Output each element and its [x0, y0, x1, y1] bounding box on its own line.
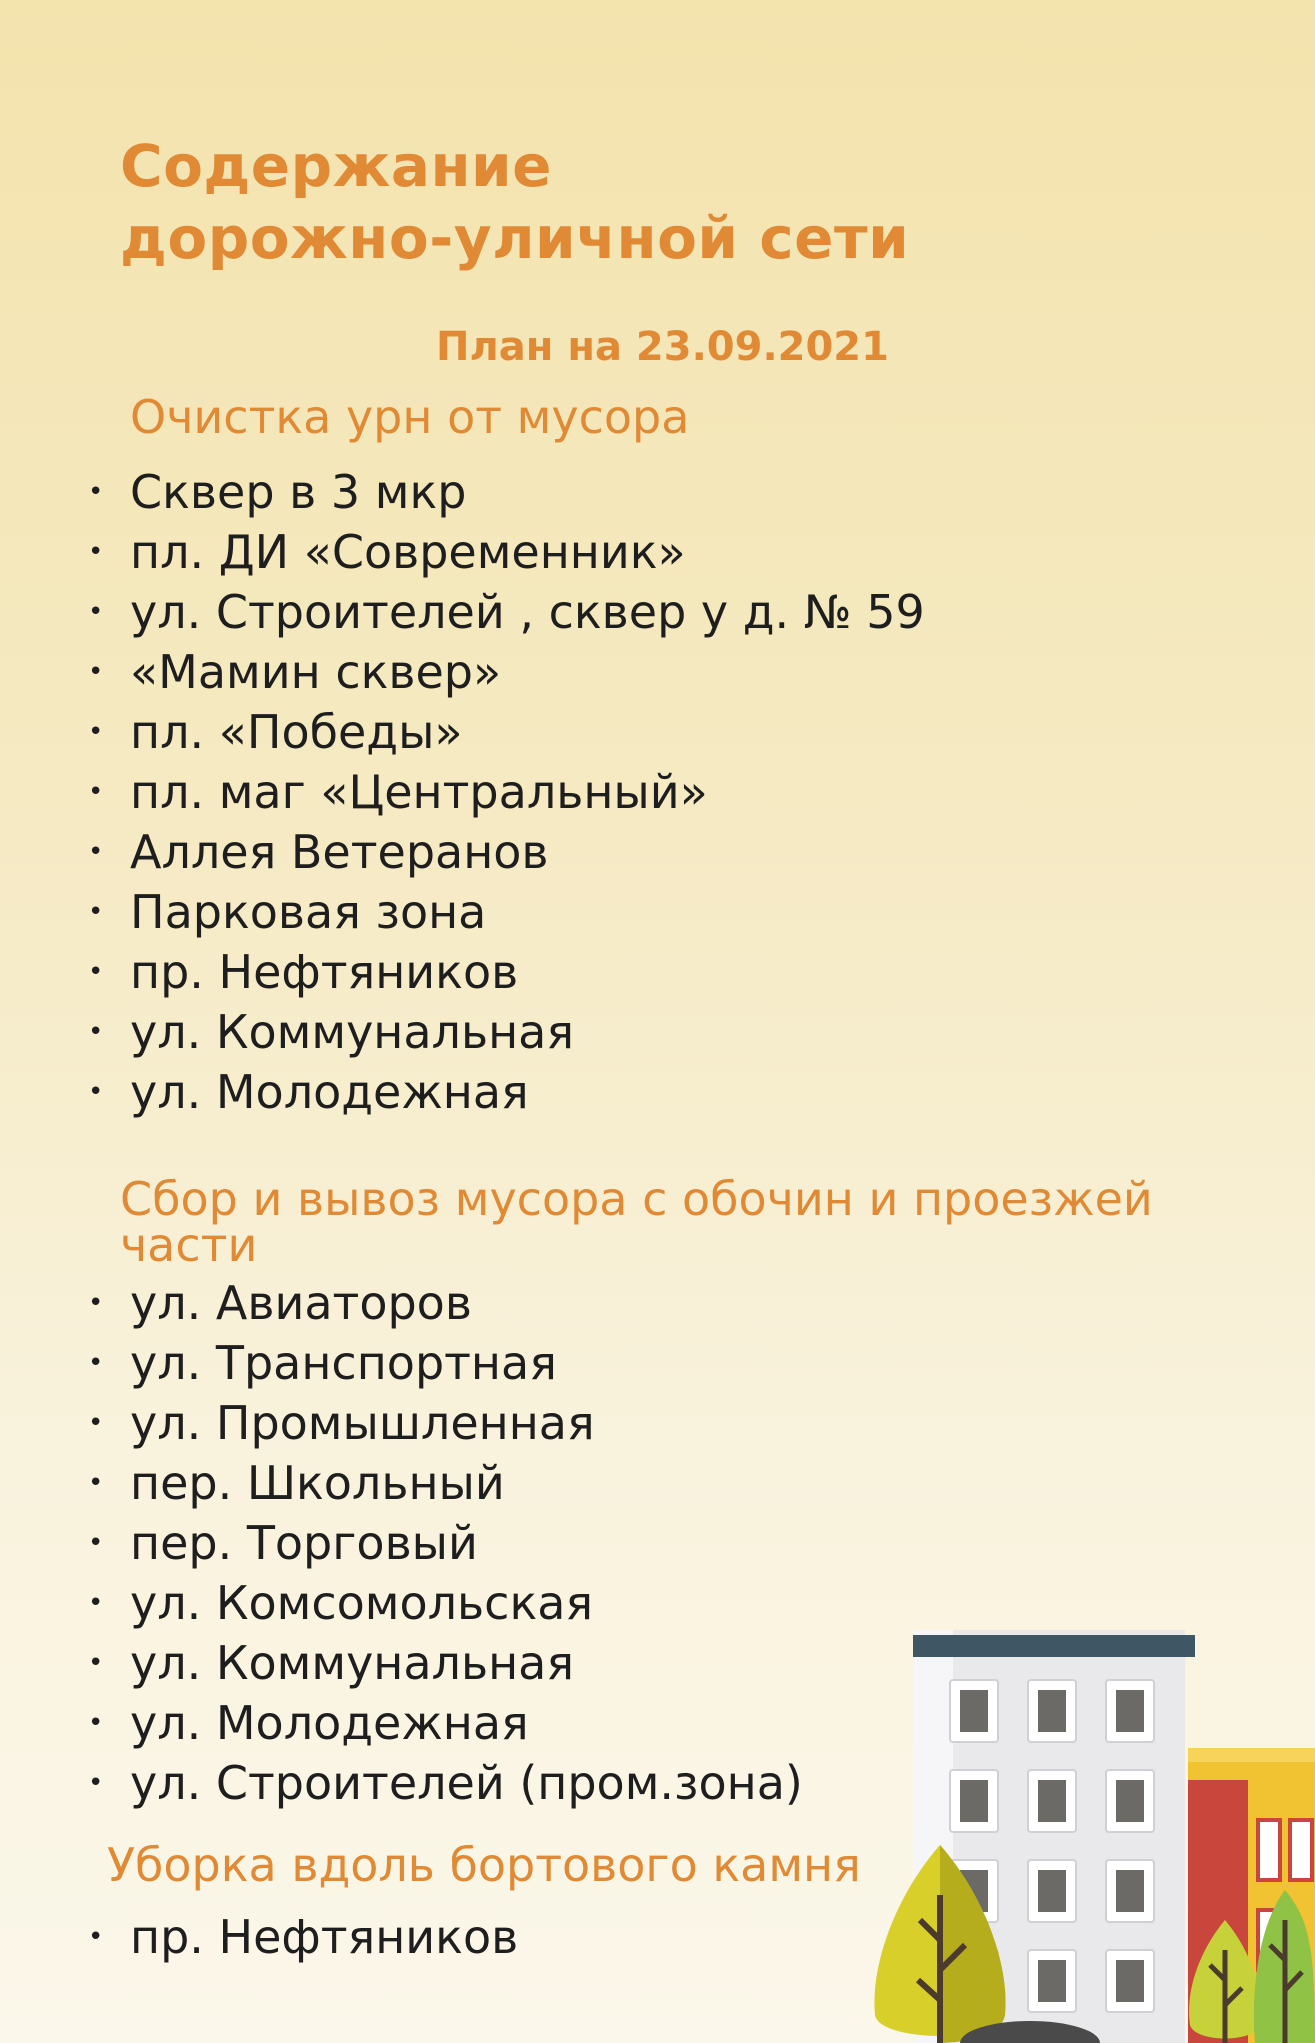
list-item: • «Мамин сквер»: [82, 642, 925, 702]
list-item: • пер. Торговый: [82, 1513, 803, 1573]
list-item: • Сквер в 3 мкр: [82, 462, 925, 522]
bullet-icon: •: [88, 1348, 104, 1378]
bullet-icon: •: [88, 1768, 104, 1798]
section-heading-roadside: [120, 1172, 1153, 1272]
list-item: • Парковая зона: [82, 882, 925, 942]
list-item: • пл. ДИ «Современник»: [82, 522, 925, 582]
list-roadside: [82, 1273, 803, 1813]
list-item: • ул. Молодежная: [82, 1062, 925, 1122]
list-item: • пер. Школьный: [82, 1453, 803, 1513]
bullet-icon: •: [88, 657, 104, 687]
list-item: • ул. Строителей (пром.зона): [82, 1753, 803, 1813]
building-illustration: [870, 1620, 1315, 2043]
bullet-icon: •: [88, 1077, 104, 1107]
bullet-icon: •: [88, 477, 104, 507]
list-item: • ул. Комсомольская: [82, 1573, 803, 1633]
bullet-icon: •: [88, 1288, 104, 1318]
bullet-icon: •: [88, 1468, 104, 1498]
page-title: [120, 130, 909, 274]
list-item: • ул. Коммунальная: [82, 1002, 925, 1062]
section-heading-curb: Уборка вдоль бортового камня: [107, 1838, 861, 1892]
list-item: • пл. «Победы»: [82, 702, 925, 762]
list-item: • пр. Нефтяников: [82, 1907, 518, 1967]
bullet-icon: •: [88, 717, 104, 747]
bullet-icon: •: [88, 537, 104, 567]
bullet-icon: •: [88, 1648, 104, 1678]
list-item: • ул. Строителей , сквер у д. № 59: [82, 582, 925, 642]
bullet-icon: •: [88, 777, 104, 807]
list-bins: [82, 462, 925, 1122]
bullet-icon: •: [88, 597, 104, 627]
section-heading-line-1: Сбор и вывоз мусора с обочин и проезжей: [120, 1172, 1153, 1226]
bullet-icon: •: [88, 957, 104, 987]
list-item: • ул. Коммунальная: [82, 1633, 803, 1693]
title-line-2: дорожно-уличной сети: [120, 204, 910, 272]
bullet-icon: •: [88, 1528, 104, 1558]
bullet-icon: •: [88, 1708, 104, 1738]
bullet-icon: •: [88, 837, 104, 867]
bullet-icon: •: [88, 897, 104, 927]
bullet-icon: •: [88, 1017, 104, 1047]
bullet-icon: •: [88, 1922, 104, 1952]
list-curb: [82, 1907, 518, 1967]
list-item: • Аллея Ветеранов: [82, 822, 925, 882]
bullet-icon: •: [88, 1408, 104, 1438]
title-line-1: Содержание: [120, 132, 553, 200]
list-item: • пр. Нефтяников: [82, 942, 925, 1002]
plan-date: План на 23.09.2021: [436, 324, 889, 370]
list-item: • ул. Молодежная: [82, 1693, 803, 1753]
list-item: • ул. Транспортная: [82, 1333, 803, 1393]
section-heading-bins: Очистка урн от мусора: [130, 390, 690, 444]
list-item: • пл. маг «Центральный»: [82, 762, 925, 822]
list-item: • ул. Промышленная: [82, 1393, 803, 1453]
bullet-icon: •: [88, 1588, 104, 1618]
section-heading-line-2: части: [120, 1218, 258, 1272]
list-item: • ул. Авиаторов: [82, 1273, 803, 1333]
